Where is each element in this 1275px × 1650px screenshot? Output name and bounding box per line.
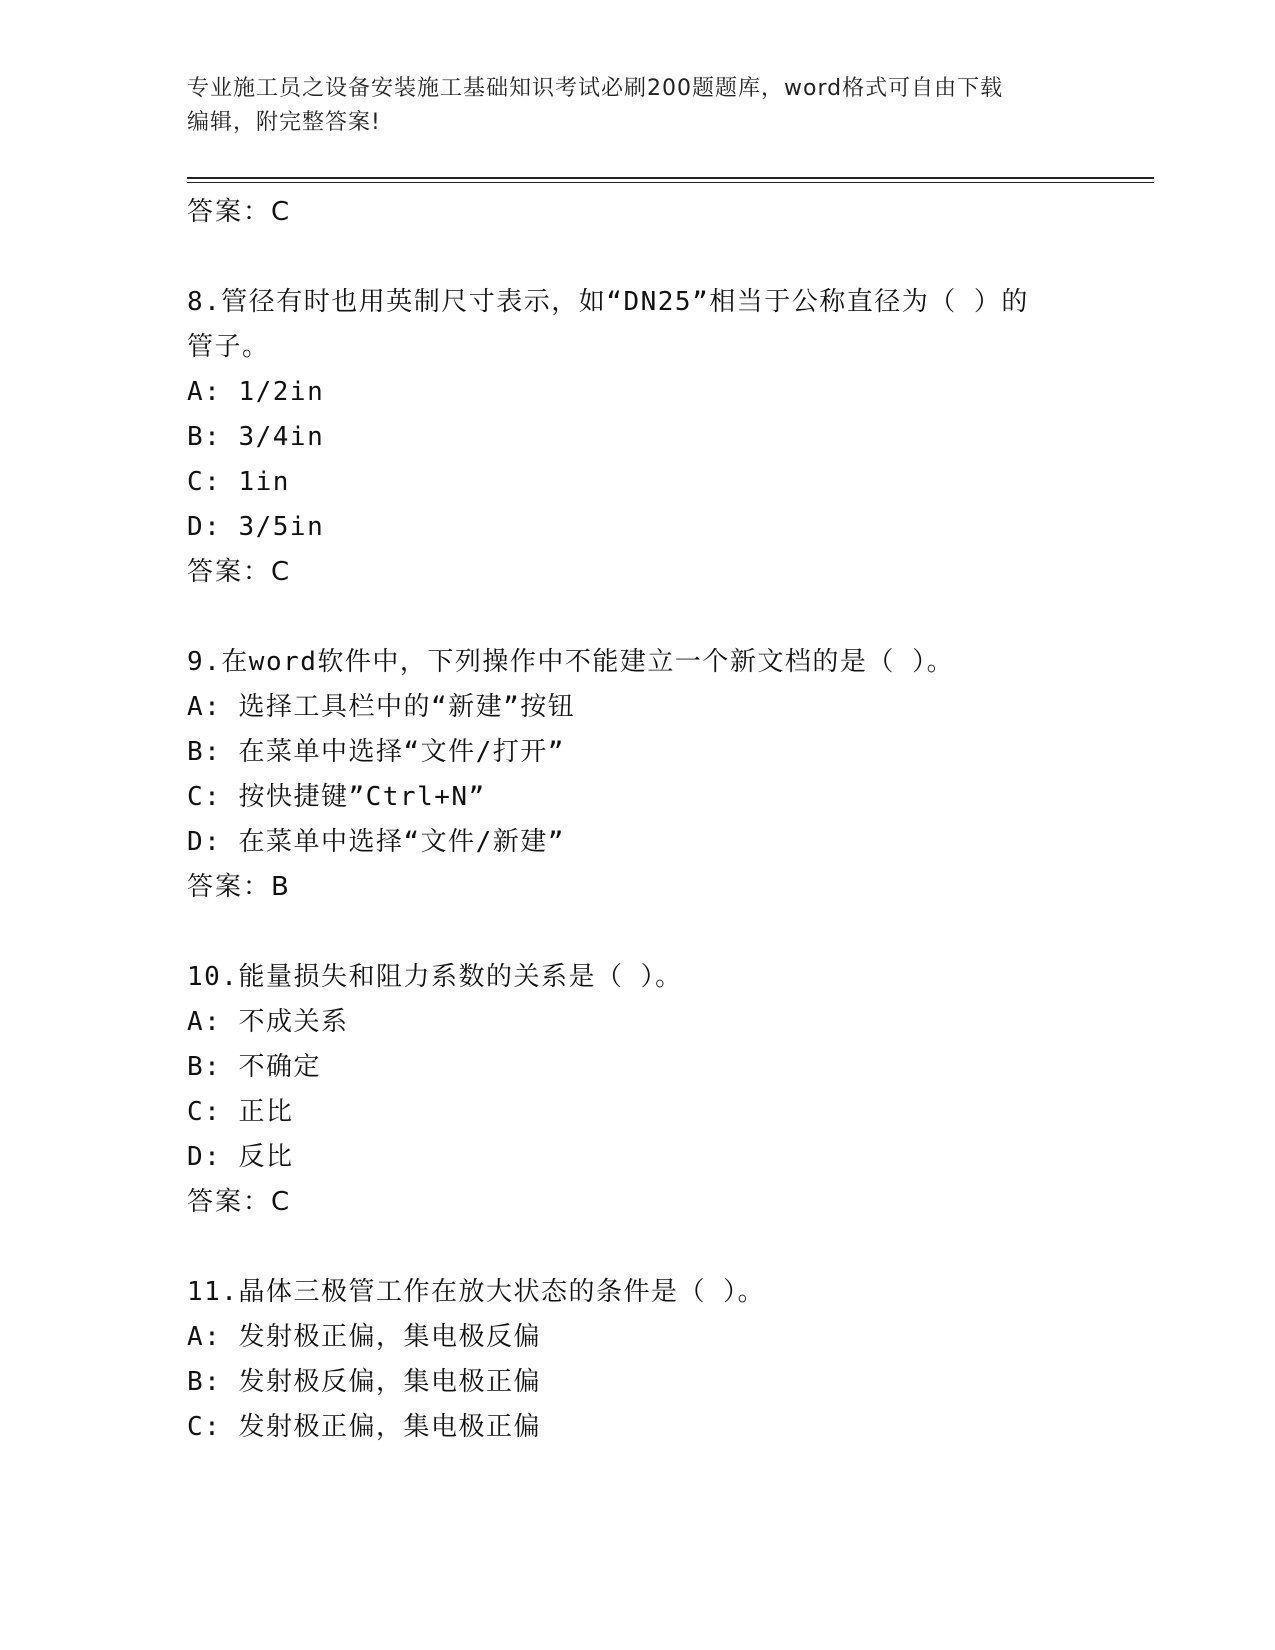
answer: 答案：B [187,872,291,902]
question-stem-continued: 管子。 [187,332,270,362]
option-d: D: 反比 [187,1142,294,1172]
option-a: A: 选择工具栏中的“新建”按钮 [187,692,576,722]
option-c: C: 1in [187,467,290,497]
header-title-line-1: 专业施工员之设备安装施工基础知识考试必刷200题题库，word格式可自由下载 [187,76,1004,101]
spacer [187,910,1087,955]
question-8 [187,280,1087,595]
spacer [187,595,1087,640]
option-b: B: 3/4in [187,422,325,452]
question-stem: 11.晶体三极管工作在放大状态的条件是（ ）。 [187,1277,766,1307]
header-divider-thick [187,177,1154,179]
option-c: C: 发射极正偏，集电极正偏 [187,1412,541,1442]
document-header [187,72,1087,140]
option-b: B: 不确定 [187,1052,321,1082]
option-d: D: 在菜单中选择“文件/新建” [187,827,565,857]
header-title-line-2: 编辑，附完整答案! [187,110,381,135]
option-a: A: 不成关系 [187,1007,349,1037]
spacer [187,1225,1087,1270]
option-b: B: 发射极反偏，集电极正偏 [187,1367,541,1397]
option-c: C: 正比 [187,1097,294,1127]
option-d: D: 3/5in [187,512,325,542]
option-c: C: 按快捷键”Ctrl+N” [187,782,486,812]
option-a: A: 发射极正偏，集电极反偏 [187,1322,541,1352]
header-divider-thin [187,182,1154,183]
question-stem: 9.在word软件中，下列操作中不能建立一个新文档的是（ ）。 [187,647,955,677]
answer: 答案：C [187,557,292,587]
spacer [187,235,1087,280]
option-b: B: 在菜单中选择“文件/打开” [187,737,565,767]
question-list [187,190,1087,1450]
question-stem: 8.管径有时也用英制尺寸表示，如“DN25”相当于公称直径为（ ）的 [187,287,1029,317]
answer: 答案：C [187,1187,292,1217]
previous-answer: 答案：C [187,197,292,227]
question-10 [187,955,1087,1225]
question-9 [187,640,1087,910]
option-a: A: 1/2in [187,377,325,407]
question-11 [187,1270,1087,1450]
question-stem: 10.能量损失和阻力系数的关系是（ ）。 [187,962,683,992]
